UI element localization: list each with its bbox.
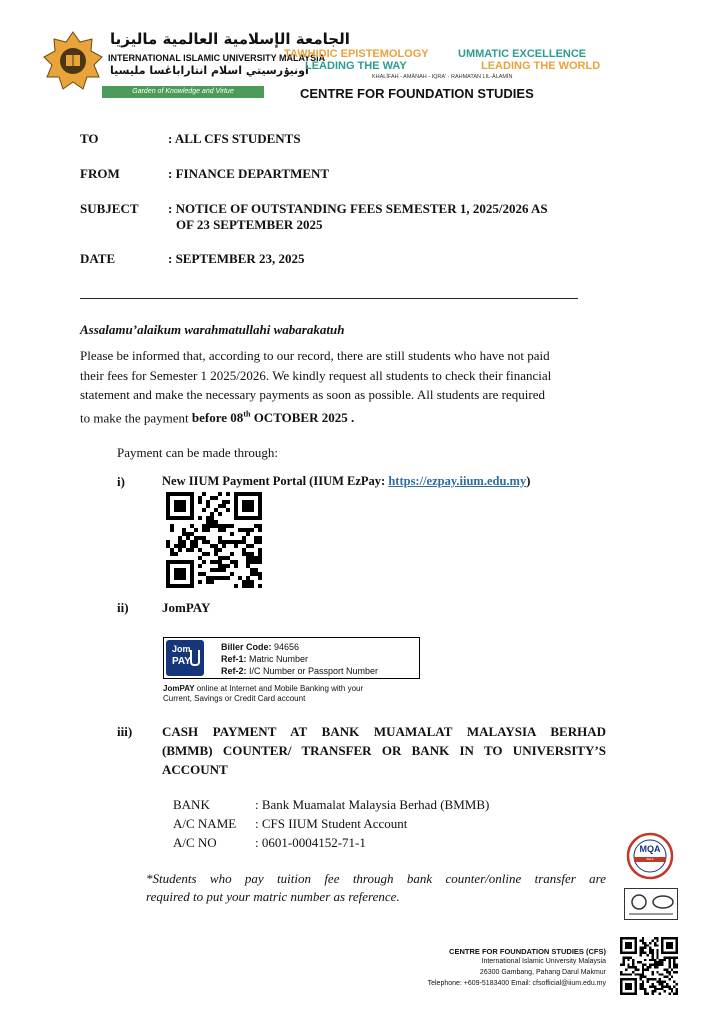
date-label: DATE bbox=[80, 251, 116, 266]
jompay-caption-2: Current, Savings or Credit Card account bbox=[163, 694, 306, 703]
certification-badge-icon bbox=[624, 888, 678, 920]
account-number-label: A/C NO bbox=[173, 835, 217, 850]
note-line2: required to put your matric number as reference. bbox=[146, 889, 400, 904]
slogan-right-2: LEADING THE WORLD bbox=[481, 60, 601, 72]
subject-value-line1: : NOTICE OF OUTSTANDING FEES SEMESTER 1, 2025/2026 AS bbox=[168, 201, 548, 216]
from-value: : FINANCE DEPARTMENT bbox=[168, 166, 330, 181]
greeting: Assalamu’alaikum warahmatullahi wabarakatuh bbox=[80, 322, 345, 337]
iium-crest-icon bbox=[42, 30, 104, 92]
ref-2: Ref-2: I/C Number or Passport Number bbox=[221, 666, 379, 676]
account-number-value: : 0601-0004152-71-1 bbox=[255, 835, 366, 850]
notice-paragraph bbox=[80, 346, 610, 427]
account-name-label: A/C NAME bbox=[173, 816, 237, 831]
university-arabic-name: الجامعة الإسلامية العالمية ماليزيا bbox=[110, 30, 350, 48]
note-line1: *Students who pay tuition fee through bank counter/online transfer are bbox=[146, 871, 606, 886]
paragraph-line-1: Please be informed that, according to our record, there are still students who have not paid bbox=[80, 348, 550, 363]
option-3-line1: CASH PAYMENT AT BANK MUAMALAT MALAYSIA BERHAD bbox=[162, 724, 606, 739]
slogan-left-1: TAWHIDIC EPISTEMOLOGY bbox=[284, 48, 429, 60]
jompay-caption-1: JomPAY online at Internet and Mobile Banking with your bbox=[163, 684, 364, 693]
option-3-line3: ACCOUNT bbox=[162, 762, 228, 777]
paragraph-line-3: statement and make the necessary payments as soon as possible. All students are required bbox=[80, 387, 545, 402]
footer-qr-icon bbox=[620, 937, 678, 995]
ref-1: Ref-1: Matric Number bbox=[221, 654, 309, 664]
biller-code: Biller Code: 94656 bbox=[221, 642, 300, 652]
qr-code-icon bbox=[166, 492, 262, 588]
mqa-badge-icon: MQA SELF ACCREDITATION bbox=[626, 832, 674, 880]
payment-intro: Payment can be made through: bbox=[117, 445, 279, 460]
subject-label: SUBJECT bbox=[80, 201, 139, 216]
university-jawi-name: اونيۏرسيتي اسلام انتاراباڠسا مليسيا bbox=[110, 64, 309, 77]
header-divider bbox=[80, 298, 578, 299]
date-value: : SEPTEMBER 23, 2025 bbox=[168, 251, 305, 266]
slogan-left-2: LEADING THE WAY bbox=[305, 60, 407, 72]
bank-label: BANK bbox=[173, 797, 210, 812]
option-1-number: i) bbox=[117, 474, 125, 489]
option-2-number: ii) bbox=[117, 600, 129, 615]
option-2-label: JomPAY bbox=[162, 600, 211, 615]
garden-tagline: Garden of Knowledge and Virtue bbox=[102, 86, 264, 98]
option-3-number: iii) bbox=[117, 724, 133, 739]
paragraph-line-2: their fees for Semester 1 2025/2026. We kindly request all students to check their financial bbox=[80, 367, 552, 383]
footer-line4: Telephone: +609-5183400 Email: cfsofficial@iium.edu.my bbox=[427, 980, 606, 987]
account-name-value: : CFS IIUM Student Account bbox=[255, 816, 408, 831]
slogan-right-1: UMMATIC EXCELLENCE bbox=[458, 48, 587, 60]
paragraph-line-4: to make the payment before 08th OCTOBER 2025 . bbox=[80, 409, 355, 425]
footer-line3: 26300 Gambang, Pahang Darul Makmur bbox=[479, 969, 606, 976]
jompay-logo-icon: Jom PAY bbox=[166, 640, 204, 676]
ezpay-link[interactable]: https://ezpay.iium.edu.my bbox=[388, 474, 527, 488]
centre-title: CENTRE FOR FOUNDATION STUDIES bbox=[300, 86, 534, 101]
to-label: TO bbox=[80, 131, 99, 146]
footer-line1: CENTRE FOR FOUNDATION STUDIES (CFS) bbox=[449, 947, 606, 956]
option-3-line2: (BMMB) COUNTER/ TRANSFER OR BANK IN TO UNIVERSITY’S bbox=[162, 743, 606, 758]
to-value: : ALL CFS STUDENTS bbox=[168, 131, 301, 146]
subject-value-line2: OF 23 SEPTEMBER 2025 bbox=[176, 217, 323, 232]
footer-line2: International Islamic University Malaysia bbox=[481, 958, 606, 965]
option-1-label: New IIUM Payment Portal (IIUM EzPay: https://ezpay.iium.edu.my) bbox=[162, 474, 531, 488]
bank-value: : Bank Muamalat Malaysia Berhad (BMMB) bbox=[255, 797, 490, 812]
university-english-name: INTERNATIONAL ISLAMIC UNIVERSITY MALAYSIA bbox=[108, 53, 326, 63]
from-label: FROM bbox=[80, 166, 120, 181]
deadline: before 08th OCTOBER 2025 . bbox=[191, 409, 355, 425]
values-line: KHALĪFAH - AMĀNAH - IQRA' - RAHMATAN LIL-ĀLAMĪN bbox=[372, 74, 513, 80]
